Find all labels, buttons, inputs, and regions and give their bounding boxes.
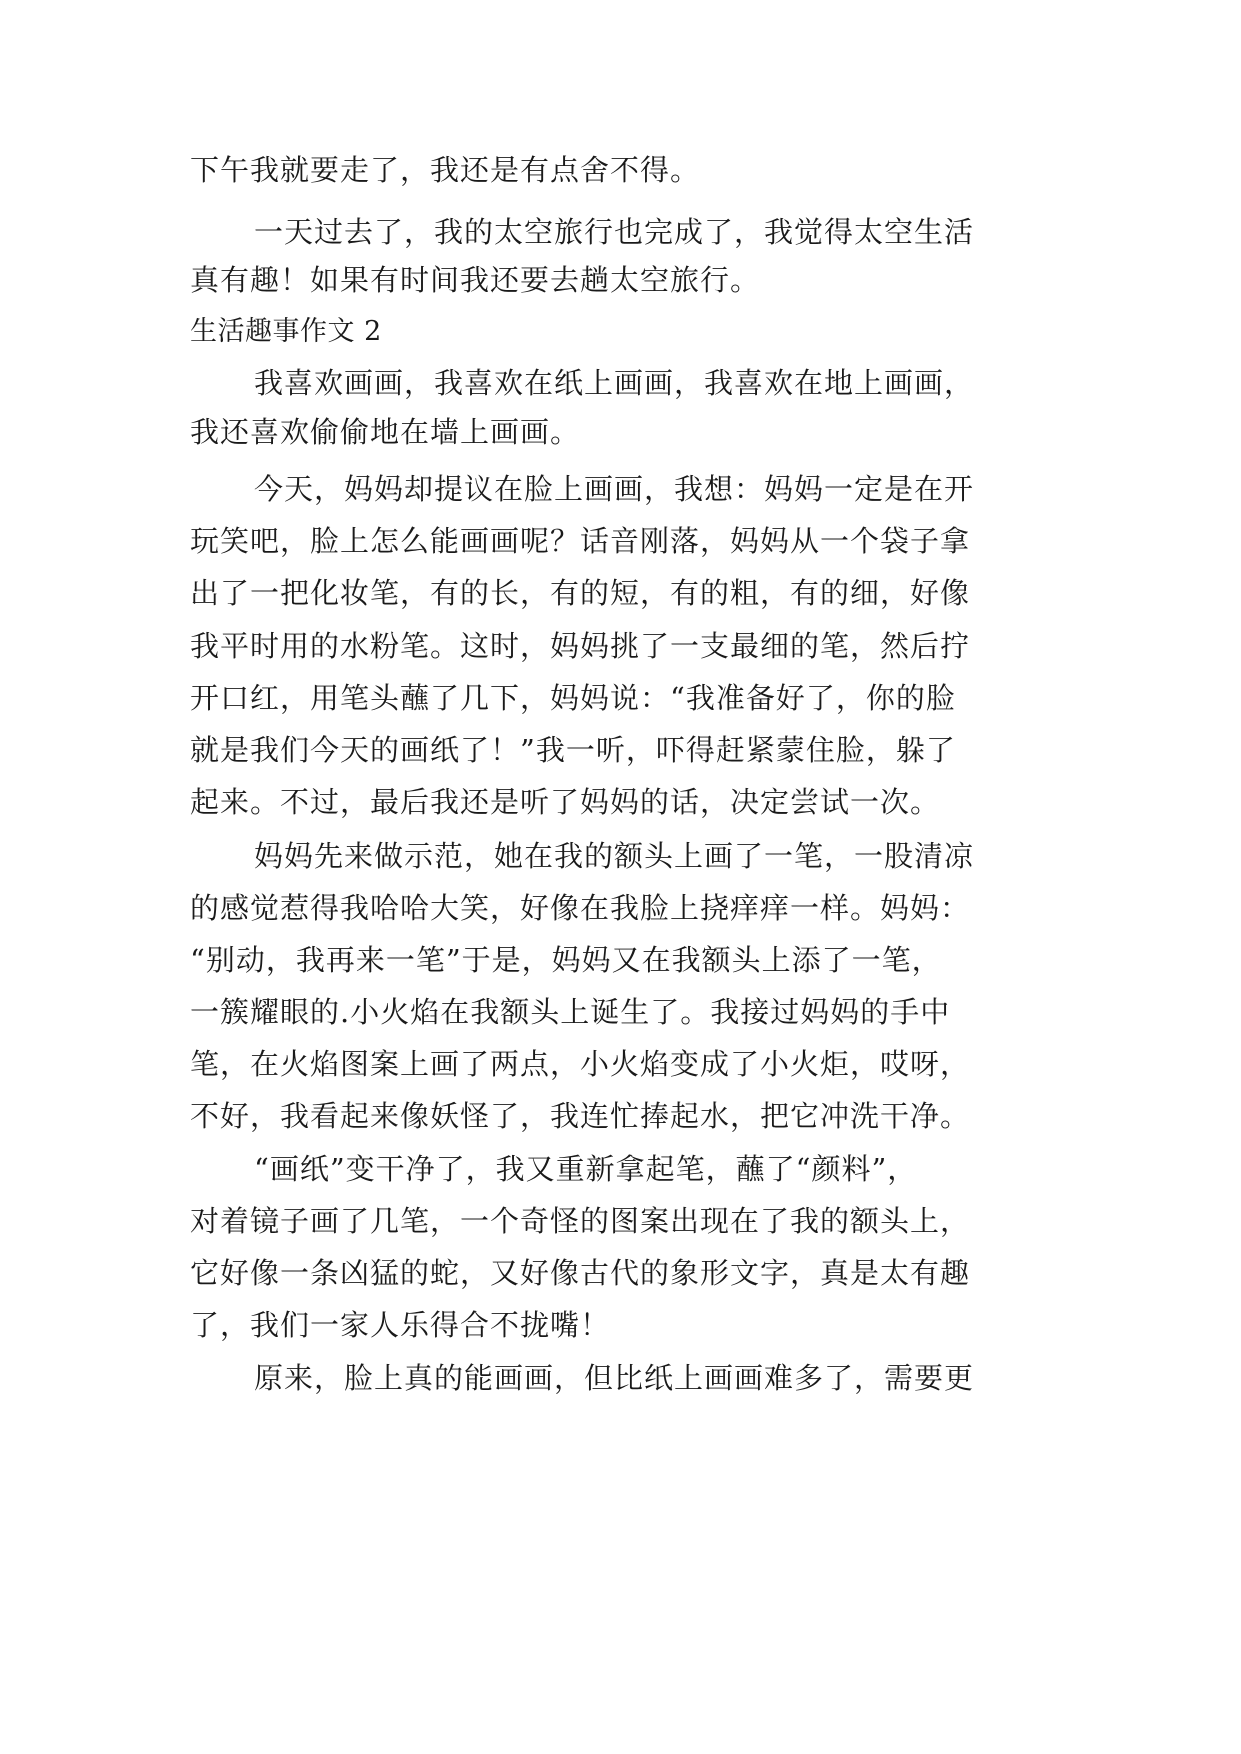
text-line: 开口红，用笔头蘸了几下，妈妈说：“我准备好了，你的脸: [190, 681, 956, 715]
section-heading: 生活趣事作文 2: [190, 316, 382, 347]
text-line: 它好像一条凶猛的蛇，又好像古代的象形文字，真是太有趣: [190, 1256, 971, 1290]
text-line: 了，我们一家人乐得合不拢嘴！: [190, 1308, 611, 1342]
text-line: 出了一把化妆笔，有的长，有的短，有的粗，有的细，好像: [190, 576, 971, 610]
text-line: 笔，在火焰图案上画了两点，小火焰变成了小火炬，哎呀，: [190, 1047, 971, 1081]
text-line: 我平时用的水粉笔。这时，妈妈挑了一支最细的笔，然后拧: [190, 629, 971, 663]
paragraph-start: 一天过去了，我的太空旅行也完成了，我觉得太空生活: [254, 215, 975, 249]
text-line: 我还喜欢偷偷地在墙上画画。: [190, 415, 581, 449]
paragraph-start: 我喜欢画画，我喜欢在纸上画画，我喜欢在地上画画，: [254, 366, 975, 400]
text-line: 真有趣！如果有时间我还要去趟太空旅行。: [190, 263, 761, 297]
paragraph-start: 原来，脸上真的能画画，但比纸上画画难多了，需要更: [254, 1361, 975, 1395]
text-line: 的感觉惹得我哈哈大笑，好像在我脸上挠痒痒一样。妈妈：: [190, 891, 971, 925]
text-line: 不好，我看起来像妖怪了，我连忙捧起水，把它冲洗干净。: [190, 1099, 971, 1133]
paragraph-start: 妈妈先来做示范，她在我的额头上画了一笔，一股清凉: [254, 839, 975, 873]
text-line: 起来。不过，最后我还是听了妈妈的话，决定尝试一次。: [190, 785, 941, 819]
text-line: 就是我们今天的画纸了！”我一听，吓得赶紧蒙住脸，躲了: [190, 733, 956, 767]
paragraph-start: 今天，妈妈却提议在脸上画画，我想：妈妈一定是在开: [254, 472, 975, 506]
text-line: 对着镜子画了几笔，一个奇怪的图案出现在了我的额头上，: [190, 1204, 971, 1238]
text-line: 下午我就要走了，我还是有点舍不得。: [190, 153, 701, 187]
paragraph-start: “画纸”变干净了，我又重新拿起笔，蘸了“颜料”，: [254, 1152, 918, 1186]
text-line: 一簇耀眼的.小火焰在我额头上诞生了。我接过妈妈的手中: [190, 995, 951, 1029]
text-line: 玩笑吧，脸上怎么能画画呢？话音刚落，妈妈从一个袋子拿: [190, 524, 971, 558]
text-line: “别动，我再来一笔”于是，妈妈又在我额头上添了一笔，: [190, 943, 942, 977]
